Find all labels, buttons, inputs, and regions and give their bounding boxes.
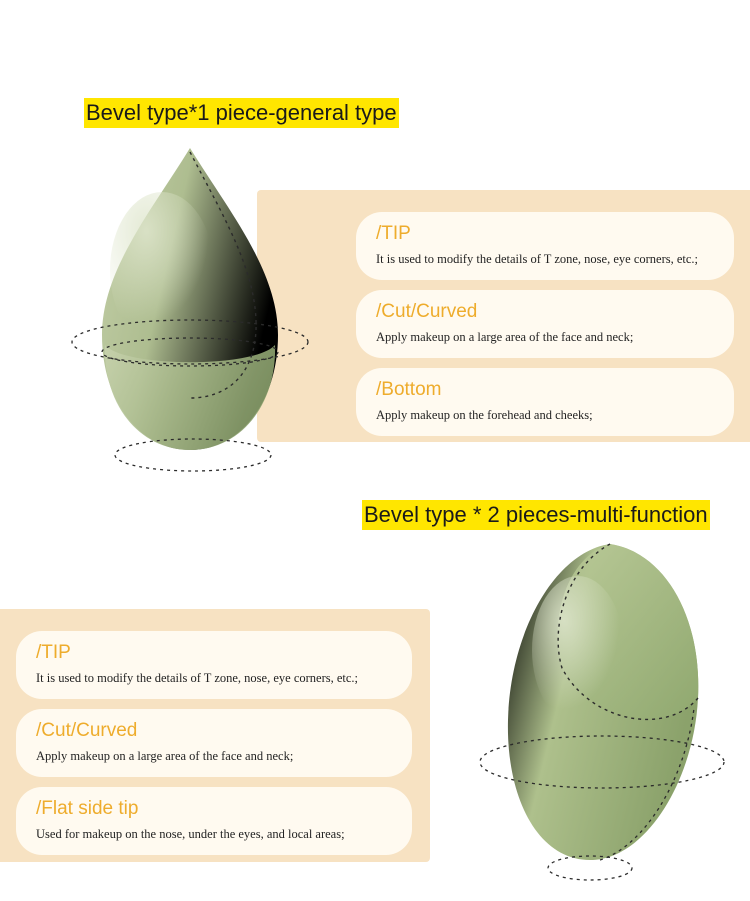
card-title: /Flat side tip bbox=[36, 798, 139, 819]
card-description: Used for makeup on the nose, under the eyes, and local areas; bbox=[36, 826, 345, 841]
card-title: /Cut/Curved bbox=[36, 720, 138, 741]
card-bottom-1 bbox=[356, 368, 734, 436]
card-cut-curved-1 bbox=[356, 290, 734, 358]
sponge-teardrop-illustration bbox=[50, 130, 340, 480]
card-title: /TIP bbox=[376, 223, 411, 244]
card-tip-1 bbox=[356, 212, 734, 280]
card-description: It is used to modify the details of T zone, nose, eye corners, etc.; bbox=[376, 251, 699, 266]
card-description: It is used to modify the details of T zone, nose, eye corners, etc.; bbox=[36, 670, 359, 685]
card-tip-2 bbox=[16, 631, 412, 699]
section-1-title: Bevel type*1 piece-general type bbox=[84, 98, 399, 128]
card-description: Apply makeup on a large area of the face and neck; bbox=[376, 329, 634, 344]
card-title: /Bottom bbox=[376, 379, 442, 400]
card-description: Apply makeup on the forehead and cheeks; bbox=[376, 407, 593, 422]
card-title: /Cut/Curved bbox=[376, 301, 478, 322]
section-2-title: Bevel type * 2 pieces-multi-function bbox=[362, 500, 710, 530]
card-description: Apply makeup on a large area of the face and neck; bbox=[36, 748, 294, 763]
card-cut-curved-2 bbox=[16, 709, 412, 777]
card-flat-side-tip-2 bbox=[16, 787, 412, 855]
card-title: /TIP bbox=[36, 642, 71, 663]
sponge-bevel-egg-illustration bbox=[450, 530, 750, 890]
